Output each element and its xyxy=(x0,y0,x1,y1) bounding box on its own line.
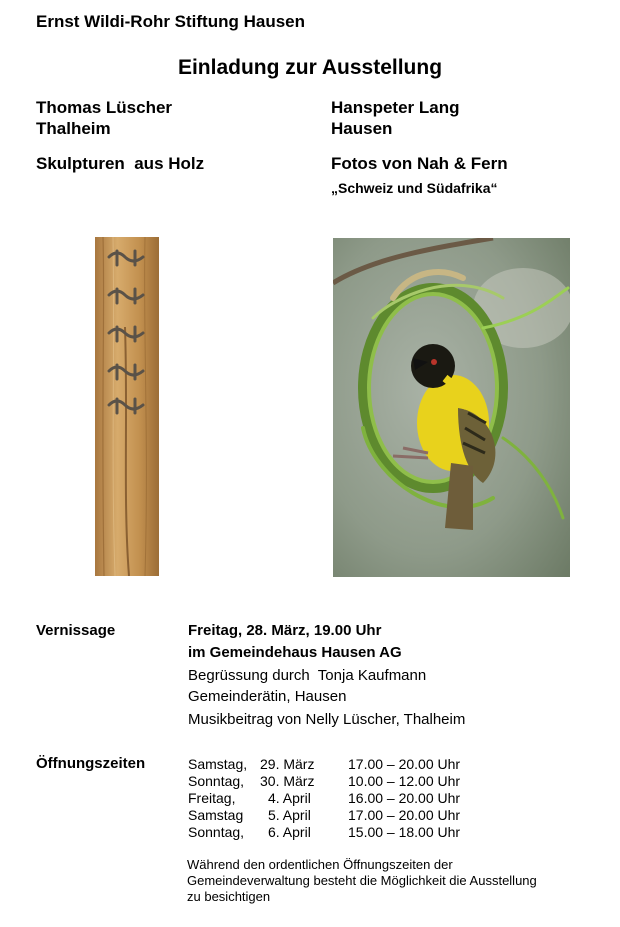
artist-1-place: Thalheim xyxy=(36,119,111,138)
row-day: Samstag xyxy=(188,807,244,823)
artist-1 xyxy=(36,97,172,139)
page-title: Einladung zur Ausstellung xyxy=(177,56,443,79)
row-date: 29. März xyxy=(260,756,315,772)
artist-2-name: Hanspeter Lang xyxy=(331,98,460,117)
artist-1-work: Skulpturen aus Holz xyxy=(36,154,205,173)
weaver-bird-photo xyxy=(333,238,570,577)
vernissage-label: Vernissage xyxy=(36,622,116,639)
row-time: 15.00 – 18.00 Uhr xyxy=(348,824,461,840)
bird-illustration xyxy=(333,238,570,577)
organization-name: Ernst Wildi-Rohr Stiftung Hausen xyxy=(36,12,306,31)
vernissage-music: Musikbeitrag von Nelly Lüscher, Thalheim xyxy=(188,711,466,728)
artist-2-place: Hausen xyxy=(331,119,393,138)
row-time: 10.00 – 12.00 Uhr xyxy=(348,773,461,789)
row-date: 6. April xyxy=(268,824,311,840)
row-time: 16.00 – 20.00 Uhr xyxy=(348,790,461,806)
sculpture-illustration xyxy=(95,237,159,576)
row-day: Freitag, xyxy=(188,790,236,806)
artist-1-name: Thomas Lüscher xyxy=(36,98,173,117)
row-date: 5. April xyxy=(268,807,311,823)
artist-2-work-subtitle: „Schweiz und Südafrika“ xyxy=(331,180,498,196)
row-time: 17.00 – 20.00 Uhr xyxy=(348,756,461,772)
sculpture-photo xyxy=(95,237,159,576)
vernissage-greeting-role: Gemeinderätin, Hausen xyxy=(188,688,347,705)
artist-2 xyxy=(331,97,459,139)
vernissage-venue: im Gemeindehaus Hausen AG xyxy=(188,644,402,661)
note-line: Während den ordentlichen Öffnungszeiten der xyxy=(187,857,453,872)
note-line: zu besichtigen xyxy=(187,889,271,904)
note-line: Gemeindeverwaltung besteht die Möglichkeit die Ausstellung xyxy=(187,873,537,888)
row-day: Sonntag, xyxy=(188,773,245,789)
row-time: 17.00 – 20.00 Uhr xyxy=(348,807,461,823)
row-day: Samstag, xyxy=(188,756,248,772)
opening-hours-label: Öffnungszeiten xyxy=(36,755,146,772)
opening-hours-note xyxy=(187,857,607,905)
vernissage-date: Freitag, 28. März, 19.00 Uhr xyxy=(188,622,382,639)
row-date: 4. April xyxy=(268,790,311,806)
vernissage-greeting: Begrüssung durch Tonja Kaufmann xyxy=(188,667,427,684)
row-day: Sonntag, xyxy=(188,824,245,840)
row-date: 30. März xyxy=(260,773,315,789)
artist-2-work: Fotos von Nah & Fern xyxy=(331,154,508,173)
